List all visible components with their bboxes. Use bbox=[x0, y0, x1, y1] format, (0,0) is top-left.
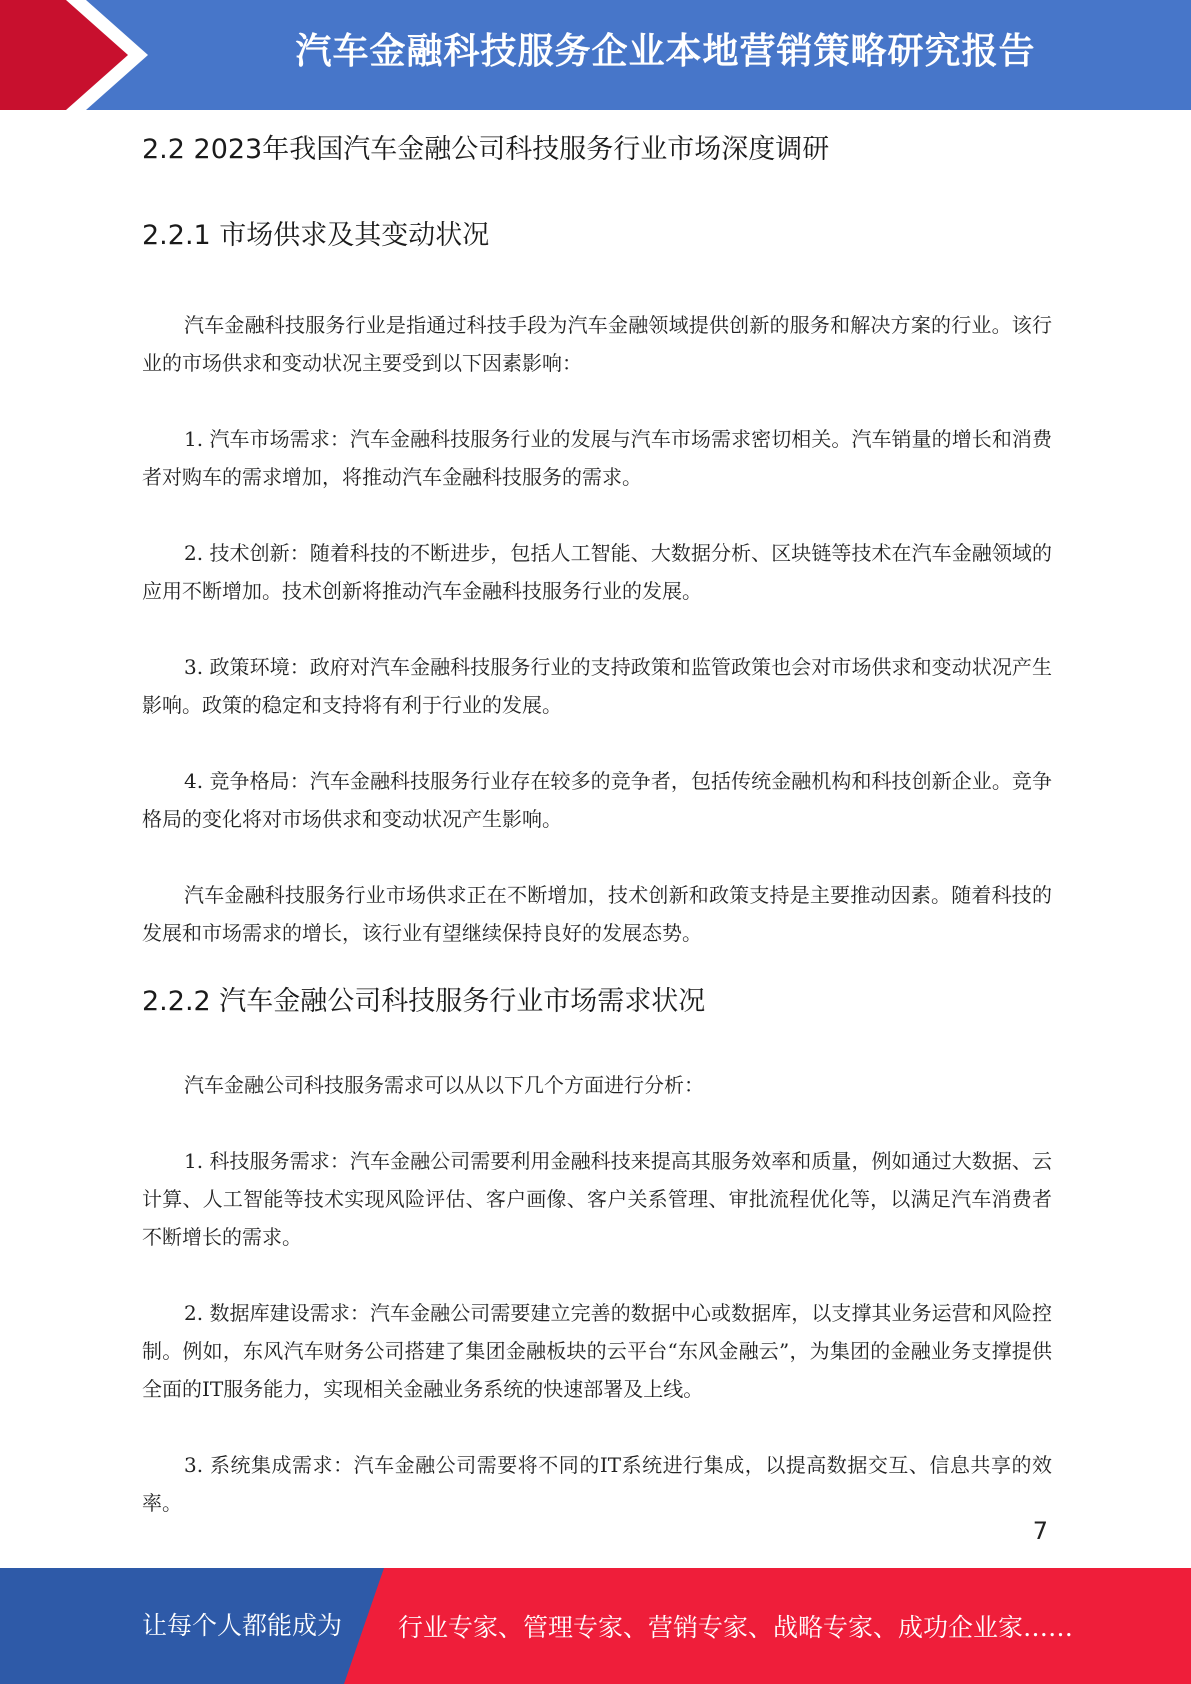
footer-slogan-right: 行业专家、管理专家、营销专家、战略专家、成功企业家…… bbox=[398, 1613, 1074, 1642]
paragraph-intro: 汽车金融科技服务行业是指通过科技手段为汽车金融领域提供创新的服务和解决方案的行业。该行业的市场供求和变动状况主要受到以下因素影响： bbox=[142, 313, 1052, 375]
report-title: 汽车金融科技服务企业本地营销策略研究报告 bbox=[295, 31, 1036, 72]
section-heading: 2.2 2023年我国汽车金融公司科技服务行业市场深度调研 bbox=[142, 134, 830, 165]
subsection-heading-2-2-2: 2.2.2 汽车金融公司科技服务行业市场需求状况 bbox=[142, 986, 706, 1017]
list-item: 4. 竞争格局：汽车金融科技服务行业存在较多的竞争者，包括传统金融机构和科技创新企业。竞争格局的变化将对市场供求和变动状况产生影响。 bbox=[142, 769, 1052, 831]
list-item: 3. 系统集成需求：汽车金融公司需要将不同的IT系统进行集成，以提高数据交互、信息共享的效率。 bbox=[142, 1453, 1052, 1515]
list-item: 3. 政策环境：政府对汽车金融科技服务行业的支持政策和监管政策也会对市场供求和变动状况产生影响。政策的稳定和支持将有利于行业的发展。 bbox=[142, 655, 1052, 717]
page-footer bbox=[0, 1568, 1191, 1684]
subsection-heading-2-2-1: 2.2.1 市场供求及其变动状况 bbox=[142, 220, 490, 251]
list-item: 2. 技术创新：随着科技的不断进步，包括人工智能、大数据分析、区块链等技术在汽车金融领域的应用不断增加。技术创新将推动汽车金融科技服务行业的发展。 bbox=[142, 541, 1052, 603]
footer-slogan-left: 让每个人都能成为 bbox=[142, 1611, 343, 1640]
chevron-arrow-icon bbox=[0, 0, 160, 110]
page-header bbox=[0, 0, 1191, 110]
list-item: 2. 数据库建设需求：汽车金融公司需要建立完善的数据中心或数据库，以支撑其业务运营和风险控制。例如，东风汽车财务公司搭建了集团金融板块的云平台“东风金融云”，为集团的金融业务支撑提供全面的IT服务能力，实现相关金融业务系统的快速部署及上线。 bbox=[142, 1301, 1052, 1401]
page-number: 7 bbox=[1032, 1517, 1048, 1545]
paragraph-intro: 汽车金融公司科技服务需求可以从以下几个方面进行分析： bbox=[184, 1073, 704, 1097]
document-body bbox=[142, 128, 1052, 1522]
list-item: 1. 科技服务需求：汽车金融公司需要利用金融科技来提高其服务效率和质量，例如通过大数据、云计算、人工智能等技术实现风险评估、客户画像、客户关系管理、审批流程优化等，以满足汽车消费者不断增长的需求。 bbox=[142, 1149, 1052, 1249]
list-item: 1. 汽车市场需求：汽车金融科技服务行业的发展与汽车市场需求密切相关。汽车销量的增长和消费者对购车的需求增加，将推动汽车金融科技服务的需求。 bbox=[142, 427, 1052, 489]
paragraph-conclusion: 汽车金融科技服务行业市场供求正在不断增加，技术创新和政策支持是主要推动因素。随着科技的发展和市场需求的增长，该行业有望继续保持良好的发展态势。 bbox=[142, 883, 1052, 945]
